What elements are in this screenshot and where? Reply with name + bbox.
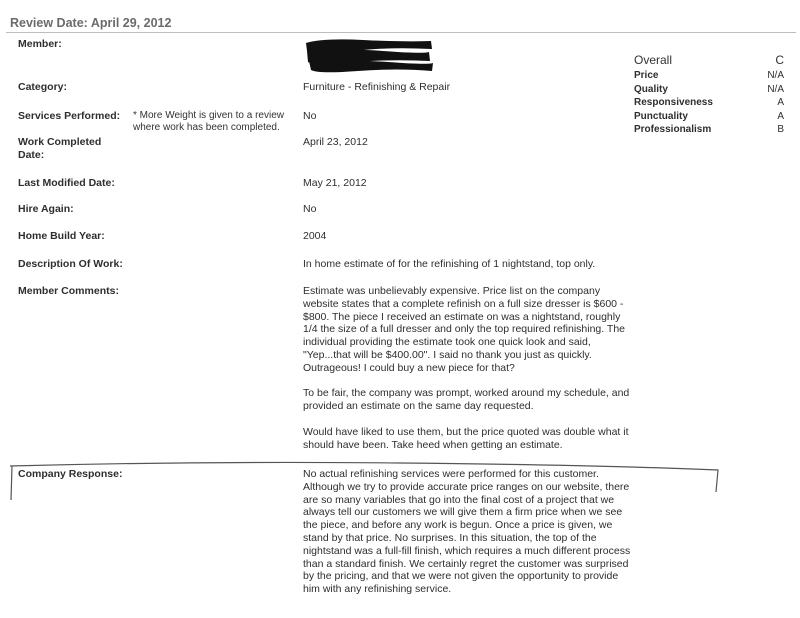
last-modified-label: Last Modified Date: <box>18 177 115 189</box>
work-completed-value: April 23, 2012 <box>303 136 368 148</box>
hire-again-value: No <box>303 203 317 215</box>
services-performed-label: Services Performed: <box>18 110 121 122</box>
description-label: Description Of Work: <box>18 258 123 270</box>
review-date-heading: Review Date: April 29, 2012 <box>10 16 172 30</box>
grade-value: N/A <box>767 83 784 95</box>
grade-label: Punctuality <box>634 110 688 122</box>
grade-value: A <box>777 97 784 109</box>
services-performed-value: No <box>303 110 317 122</box>
work-completed-label: Work Completed Date: <box>18 136 102 161</box>
category-value: Furniture - Refinishing & Repair <box>303 81 451 93</box>
grade-row <box>634 83 790 97</box>
grade-overall <box>634 53 790 67</box>
grade-value: N/A <box>767 70 784 81</box>
member-comment-paragraph: To be fair, the company was prompt, worked around my schedule, and provided an estimate on the same day requested. <box>303 387 630 413</box>
redacted-member-name <box>303 37 434 73</box>
member-comment-paragraph: Would have liked to use them, but the price quoted was double what it should have been. Take heed when getting an estimate. <box>303 425 629 451</box>
grade-value: A <box>777 110 784 122</box>
grade-label: Price <box>634 70 659 81</box>
grade-overall-value: C <box>775 53 784 67</box>
member-label: Member: <box>18 38 62 50</box>
grades-panel <box>634 53 790 137</box>
grade-label: Responsiveness <box>634 97 713 109</box>
grade-label: Quality <box>634 83 668 95</box>
company-response-text: No actual refinishing services were performed for this customer. Although we try to provide accurate price ranges on our website, there are so many variables that go into the final cost of a project that we always tell our customers we will give them a firm price when we see the piece, and before any work is begun. Once a price is given, we stand by that price. No surprises. In this situation, the top of the nightstand was a full-fill finish, which requires a much different process than a standard finish. We certainly regret the customer was surprised by the pricing, and that we were not given the opportunity to provide him with any refinishing service. <box>303 468 631 596</box>
member-comments-label: Member Comments: <box>18 285 119 297</box>
grade-overall-label: Overall <box>634 53 673 67</box>
services-weight-note: * More Weight is given to a review where work has been completed. <box>133 110 284 133</box>
member-comments <box>303 285 631 451</box>
grade-value: B <box>777 124 784 136</box>
grade-row <box>634 69 790 83</box>
header-divider <box>6 32 796 33</box>
home-build-year-label: Home Build Year: <box>18 230 105 242</box>
hire-again-label: Hire Again: <box>18 203 74 215</box>
last-modified-value: May 21, 2012 <box>303 177 367 189</box>
grade-row <box>634 96 790 110</box>
grade-row <box>634 123 790 137</box>
member-comment-paragraph: Estimate was unbelievably expensive. Price list on the company website states that a complete refinish on a full size dresser is $600 - $800. The piece I received an estimate on was a nightstand, roughly 1/4 the size of a full dresser and only the top required refinishing. The individual providing the estimate took one quick look and said, "Yep...that will be $400.00". I said no thank you just as quickly. Outrageous! I could buy a new piece for that? <box>303 285 625 374</box>
description-value: In home estimate of for the refinishing of 1 nightstand, top only. <box>303 258 596 270</box>
grade-label: Professionalism <box>634 124 712 136</box>
grade-row <box>634 110 790 124</box>
company-response-label: Company Response: <box>18 468 123 480</box>
category-label: Category: <box>18 81 68 93</box>
home-build-year-value: 2004 <box>303 230 327 242</box>
